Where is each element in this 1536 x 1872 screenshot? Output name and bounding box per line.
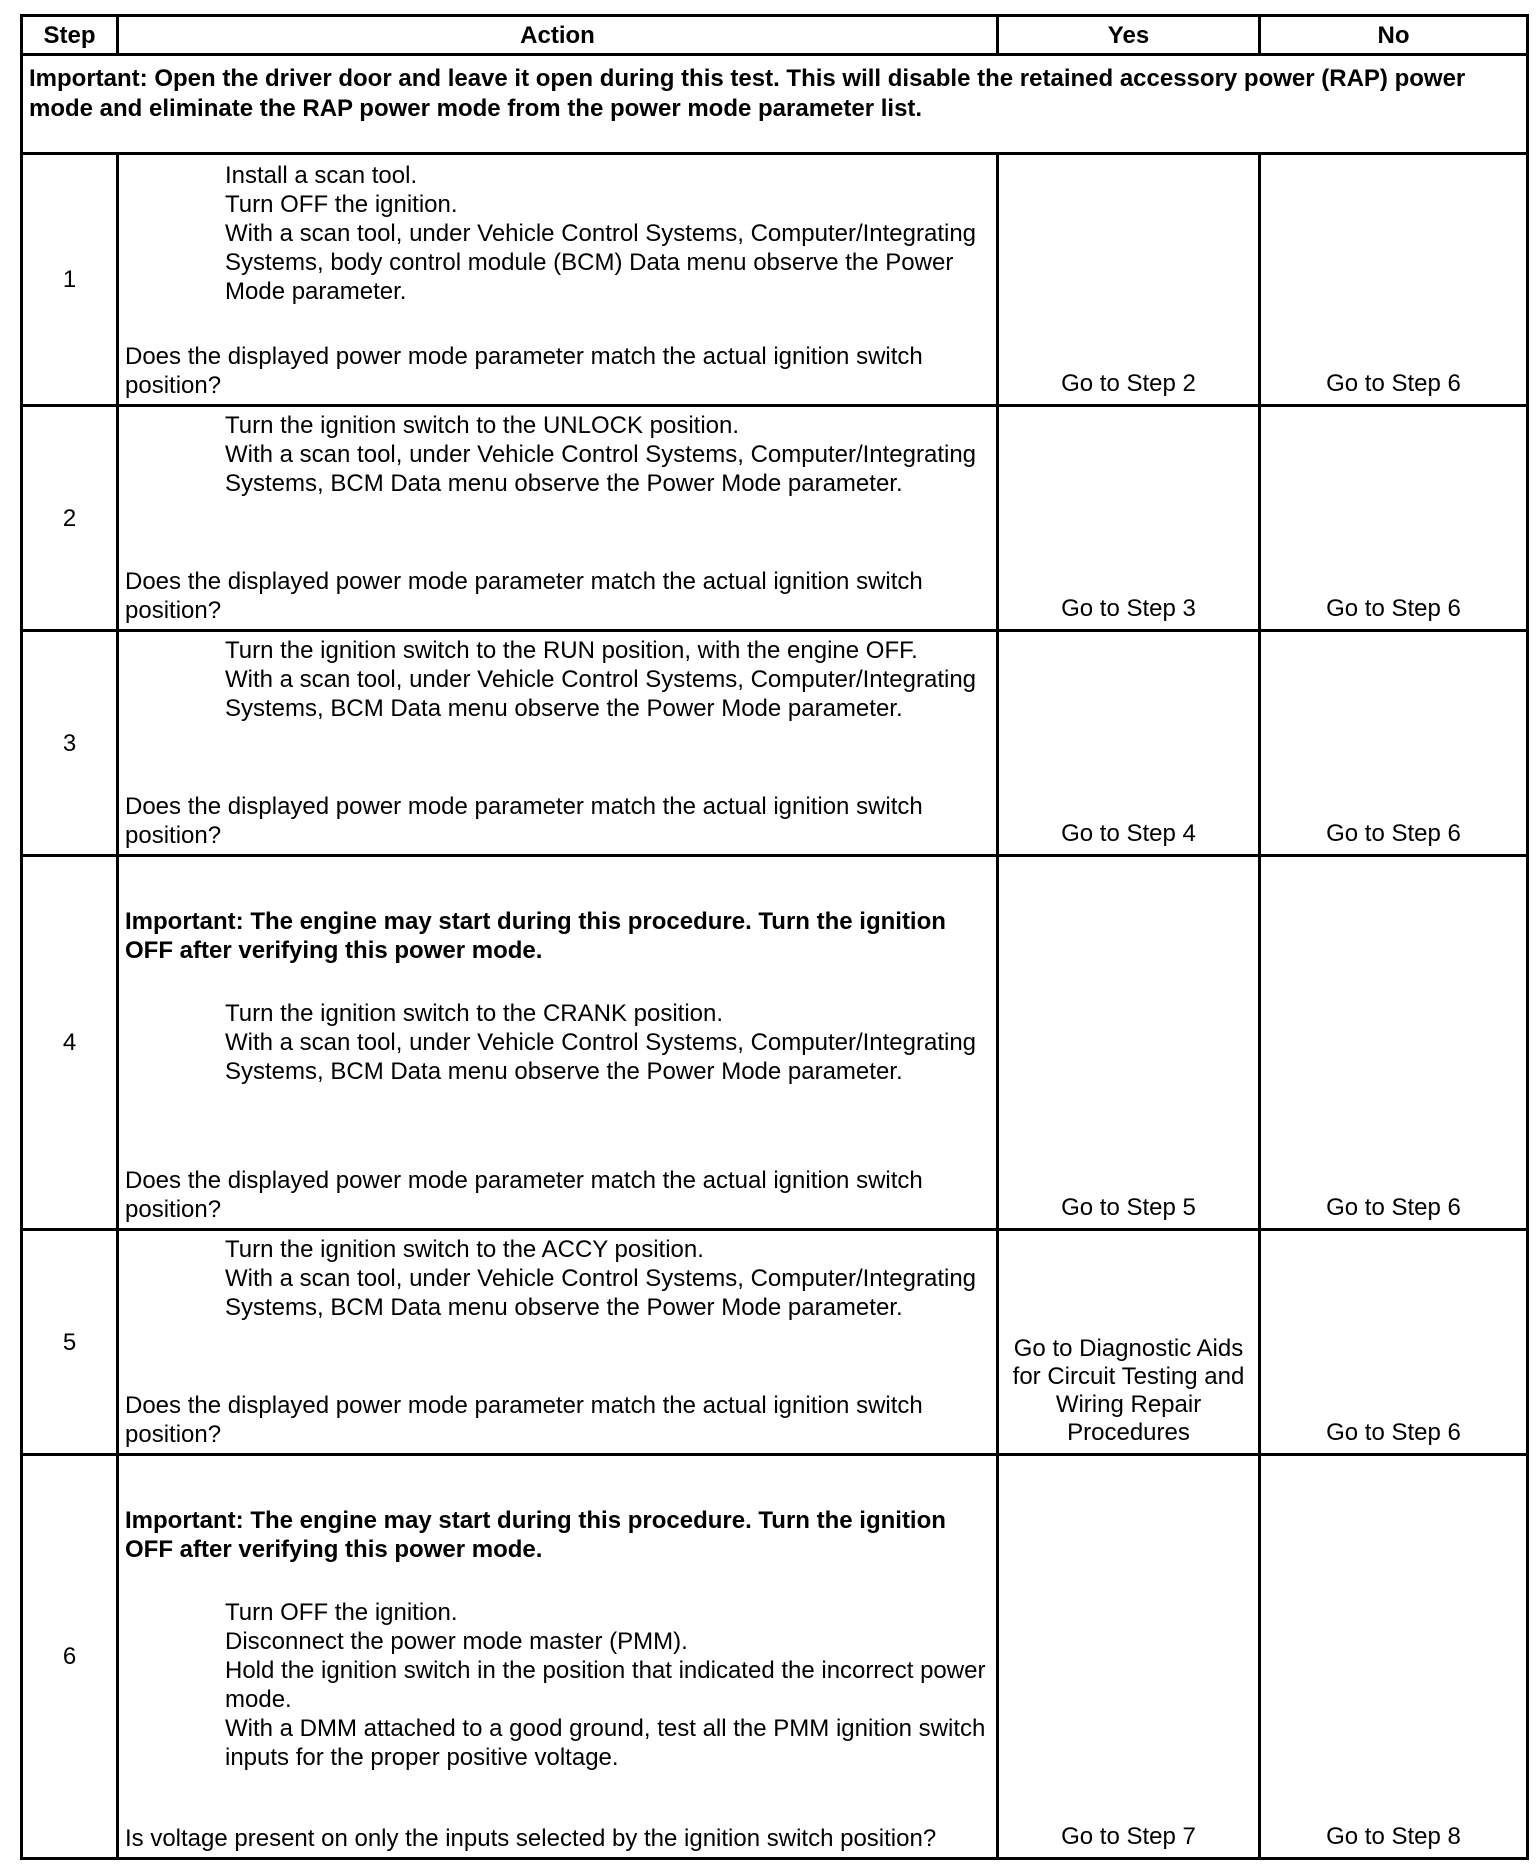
instruction: With a scan tool, under Vehicle Control Systems, Computer/Integrating Systems, BCM Data menu observe the Power Mode parameter. bbox=[225, 1265, 977, 1321]
important-note: Important: The engine may start during this procedure. Turn the ignition OFF after verifying this power mode. bbox=[125, 908, 946, 964]
header-yes: Yes bbox=[998, 16, 1260, 55]
no-result: Go to Step 6 bbox=[1260, 856, 1528, 1230]
table-row bbox=[22, 631, 1528, 856]
table-row bbox=[22, 1230, 1528, 1455]
action-cell bbox=[118, 631, 998, 856]
question: Does the displayed power mode parameter match the actual ignition switch position? bbox=[125, 793, 923, 849]
instruction: Turn the ignition switch to the ACCY position. bbox=[225, 1236, 704, 1263]
instruction: With a scan tool, under Vehicle Control Systems, Computer/Integrating Systems, BCM Data menu observe the Power Mode parameter. bbox=[225, 666, 977, 722]
instruction: With a scan tool, under Vehicle Control Systems, Computer/Integrating Systems, BCM Data menu observe the Power Mode parameter. bbox=[225, 441, 977, 497]
question: Does the displayed power mode parameter match the actual ignition switch position? bbox=[125, 568, 923, 624]
header-step: Step bbox=[22, 16, 118, 55]
instruction: With a scan tool, under Vehicle Control Systems, Computer/Integrating Systems, body control module (BCM) Data menu observe the Power Mode parameter. bbox=[225, 220, 977, 305]
question: Is voltage present on only the inputs selected by the ignition switch position? bbox=[125, 1825, 937, 1852]
action-cell bbox=[118, 856, 998, 1230]
question: Does the displayed power mode parameter match the actual ignition switch position? bbox=[125, 343, 923, 399]
instruction: With a scan tool, under Vehicle Control Systems, Computer/Integrating Systems, BCM Data menu observe the Power Mode parameter. bbox=[225, 1029, 977, 1085]
instruction: Turn OFF the ignition. bbox=[225, 191, 458, 218]
table-row bbox=[22, 406, 1528, 631]
no-result: Go to Step 6 bbox=[1260, 154, 1528, 406]
table-row bbox=[22, 856, 1528, 1230]
table-row bbox=[22, 1455, 1528, 1859]
important-note: Important: The engine may start during this procedure. Turn the ignition OFF after verifying this power mode. bbox=[125, 1507, 946, 1563]
no-result: Go to Step 6 bbox=[1260, 631, 1528, 856]
question: Does the displayed power mode parameter match the actual ignition switch position? bbox=[125, 1392, 923, 1448]
yes-result: Go to Diagnostic Aids for Circuit Testing and Wiring Repair Procedures bbox=[998, 1230, 1260, 1455]
action-cell bbox=[118, 1230, 998, 1455]
no-result: Go to Step 6 bbox=[1260, 1230, 1528, 1455]
step-number: 6 bbox=[22, 1455, 118, 1859]
action-cell bbox=[118, 406, 998, 631]
step-number: 1 bbox=[22, 154, 118, 406]
instruction: Turn OFF the ignition. bbox=[225, 1599, 458, 1626]
no-result: Go to Step 8 bbox=[1260, 1455, 1528, 1859]
yes-result: Go to Step 3 bbox=[998, 406, 1260, 631]
yes-result: Go to Step 7 bbox=[998, 1455, 1260, 1859]
instruction: Turn the ignition switch to the CRANK position. bbox=[225, 1000, 724, 1027]
step-number: 4 bbox=[22, 856, 118, 1230]
action-cell bbox=[118, 1455, 998, 1859]
instruction: Turn the ignition switch to the UNLOCK position. bbox=[225, 412, 740, 439]
important-banner: Important: Open the driver door and leave it open during this test. This will disable the retained accessory power (RAP) power mode and eliminate the RAP power mode from the power mode parameter list. bbox=[22, 55, 1528, 154]
instruction: Install a scan tool. bbox=[225, 162, 418, 189]
no-result: Go to Step 6 bbox=[1260, 406, 1528, 631]
action-cell bbox=[118, 154, 998, 406]
yes-result: Go to Step 5 bbox=[998, 856, 1260, 1230]
header-row bbox=[22, 16, 1528, 55]
instruction: Turn the ignition switch to the RUN position, with the engine OFF. bbox=[225, 637, 918, 664]
important-banner-row bbox=[22, 55, 1528, 154]
table-row bbox=[22, 154, 1528, 406]
diagnostic-table bbox=[20, 14, 1529, 1860]
question: Does the displayed power mode parameter match the actual ignition switch position? bbox=[125, 1167, 923, 1223]
yes-result: Go to Step 2 bbox=[998, 154, 1260, 406]
header-no: No bbox=[1260, 16, 1528, 55]
yes-result: Go to Step 4 bbox=[998, 631, 1260, 856]
instruction: With a DMM attached to a good ground, test all the PMM ignition switch inputs for the proper positive voltage. bbox=[225, 1715, 986, 1771]
step-number: 5 bbox=[22, 1230, 118, 1455]
header-action: Action bbox=[118, 16, 998, 55]
instruction: Hold the ignition switch in the position that indicated the incorrect power mode. bbox=[225, 1657, 986, 1713]
step-number: 2 bbox=[22, 406, 118, 631]
instruction: Disconnect the power mode master (PMM). bbox=[225, 1628, 688, 1655]
step-number: 3 bbox=[22, 631, 118, 856]
